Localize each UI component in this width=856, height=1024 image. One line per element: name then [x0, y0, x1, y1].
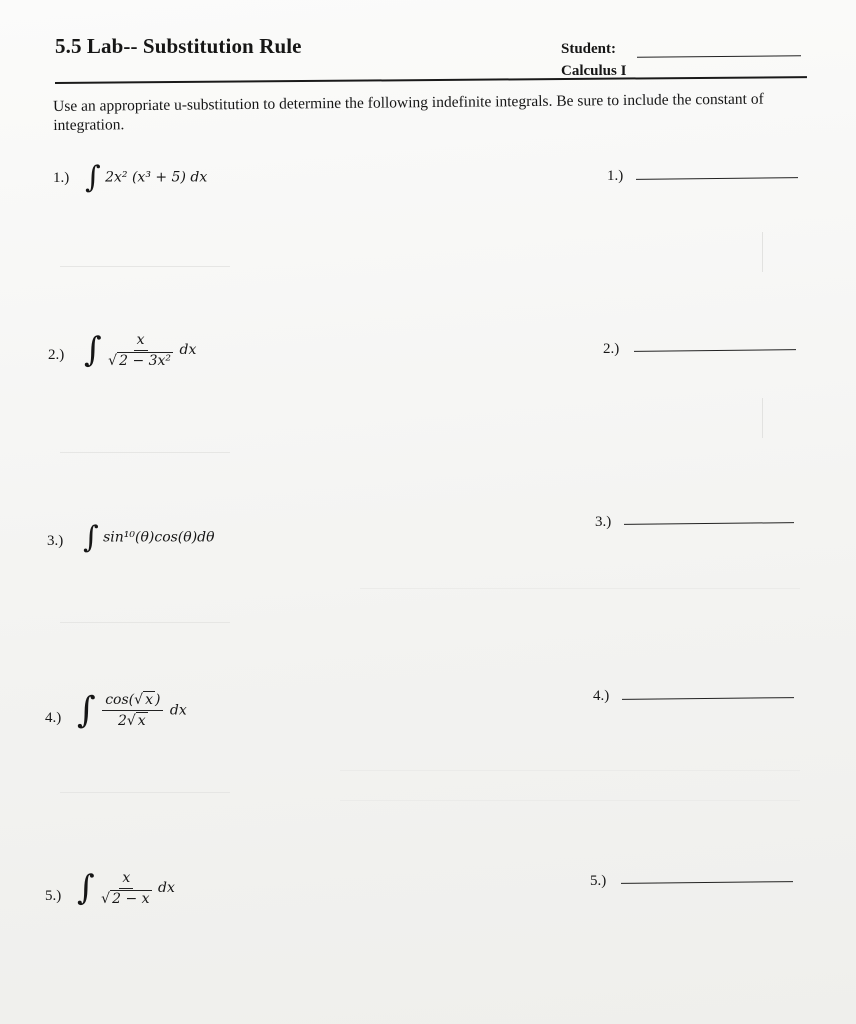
radicand: x	[137, 713, 146, 729]
integral-sign: ∫	[77, 690, 96, 731]
integral-expression	[83, 520, 215, 555]
integral-sign: ∫	[84, 330, 102, 370]
fraction	[101, 870, 151, 907]
coefficient: 2	[117, 713, 127, 729]
bleed-through-mark	[60, 452, 230, 453]
denominator	[118, 711, 148, 729]
integral-sign: ∫	[83, 520, 99, 555]
bleed-through-mark	[762, 398, 763, 438]
integrand: 2x² (x³ + 5) dx	[105, 169, 208, 186]
radicand: 2 − x	[112, 890, 150, 907]
closing-paren: )	[154, 692, 161, 708]
header-divider	[55, 76, 807, 84]
cos-function: cos(	[105, 692, 135, 708]
problem-number: 5.)	[45, 888, 62, 904]
sqrt-symbol: √	[126, 713, 136, 729]
answer-label-3: 3.)	[595, 514, 612, 530]
page-title: 5.5 Lab-- Substitution Rule	[55, 34, 302, 58]
bleed-through-mark	[340, 770, 800, 771]
answer-label-4: 4.)	[593, 688, 610, 704]
answer-label-1: 1.)	[607, 168, 624, 184]
answer-blank-1[interactable]	[636, 177, 798, 180]
integral-expression	[77, 690, 187, 731]
differential: dx	[179, 342, 197, 358]
answer-blank-3[interactable]	[624, 522, 794, 525]
answer-blank-4[interactable]	[622, 697, 794, 700]
fraction	[102, 692, 163, 729]
student-name-blank[interactable]	[637, 55, 801, 57]
bleed-through-mark	[60, 792, 230, 793]
problem-number: 2.)	[48, 347, 65, 363]
integral-expression	[84, 330, 196, 370]
answer-label-2: 2.)	[603, 341, 620, 357]
answer-label-5: 5.)	[590, 873, 607, 889]
integral-expression	[85, 160, 207, 195]
integral-sign: ∫	[77, 868, 95, 908]
student-label: Student:	[561, 41, 617, 57]
differential: dx	[169, 702, 187, 719]
answer-blank-5[interactable]	[621, 881, 793, 884]
integral-sign: ∫	[85, 160, 101, 195]
numerator	[102, 692, 163, 711]
radicand: 2 − 3x²	[119, 352, 172, 369]
bleed-through-mark	[360, 588, 800, 589]
numerator: x	[119, 870, 133, 889]
bleed-through-mark	[340, 800, 800, 801]
instructions-text: Use an appropriate u-substitution to determine the following indefinite integrals. Be sure to include the constant of integration.	[53, 90, 764, 134]
numerator: x	[134, 332, 148, 351]
problem-number: 1.)	[53, 170, 70, 186]
fraction	[108, 332, 173, 369]
differential: dx	[157, 880, 175, 896]
integrand: sin¹⁰(θ)cos(θ)dθ	[103, 529, 215, 546]
bleed-through-mark	[60, 266, 230, 267]
problem-number: 3.)	[47, 533, 64, 549]
problem-number: 4.)	[45, 710, 62, 726]
radicand: x	[145, 692, 153, 708]
course-name: Calculus I	[561, 63, 627, 79]
sqrt-symbol: √	[134, 692, 144, 708]
answer-blank-2[interactable]	[634, 349, 796, 352]
sqrt-symbol: √	[101, 890, 111, 907]
bleed-through-mark	[60, 622, 230, 623]
denominator	[101, 889, 151, 907]
denominator	[108, 351, 173, 369]
bleed-through-mark	[762, 232, 763, 272]
sqrt-symbol: √	[108, 352, 118, 369]
integral-expression	[77, 868, 175, 908]
